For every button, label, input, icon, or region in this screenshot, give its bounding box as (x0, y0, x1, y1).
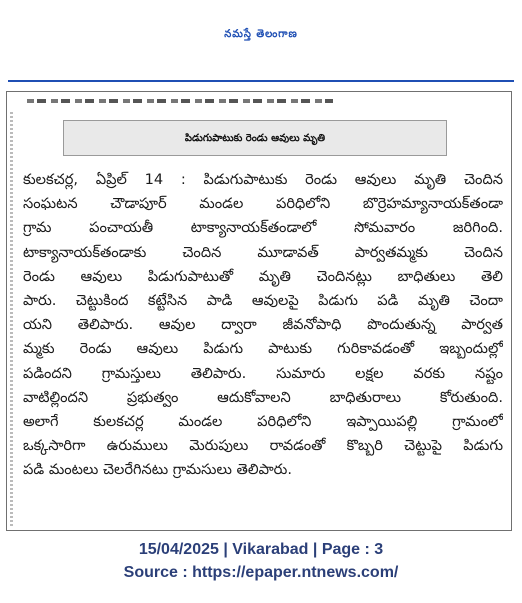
article-line: అలాగే కులకచర్ల మండల పరిధిలోని ఇప్పాయిపల్లి గ్రామంలో (23, 412, 503, 430)
article-line: సంఘటన చౌడాపూర్ మండల పరిధిలోని బొర్రెహమ్యానాయక్‌తండా (23, 195, 503, 213)
cut-off-text-fragment (27, 96, 333, 107)
masthead (0, 0, 522, 82)
article-line: యని తెలిపారు. ఆవుల ద్వారా జీవనోపాధి పొందుతున్న పార్వత (23, 316, 503, 334)
news-clipping (6, 91, 512, 531)
article-line: గ్రామ పంచాయతీ టాక్యానాయక్‌తండాలో సోమవారం జరిగింది. (23, 219, 503, 237)
column-divider (10, 112, 13, 527)
article-headline: పిడుగుపాటుకు రెండు ఆవులు మృతి (184, 133, 326, 144)
article-line: వాటిల్లిందని ప్రభుత్వం ఆదుకోవాలని బాధితురాలు కోరుతుంది. (23, 388, 503, 406)
article-body (23, 168, 503, 482)
article-line: పడి మంటలు చెలరేగినటు గ్రామసులు తెలిపారు. (23, 461, 292, 479)
newspaper-logo: నమస్తే తెలంగాణ (224, 28, 298, 41)
source-link[interactable]: Source : https://epaper.ntnews.com/ (123, 564, 399, 581)
headline-box (63, 120, 447, 156)
edition-info: 15/04/2025 | Vikarabad | Page : 3 (138, 541, 384, 558)
article-line: రెండు ఆవులు పిడుగుపాటుతో మృతి చెందినట్లు బాధితులు తెలి (23, 267, 503, 285)
article-line: పారు. చెట్టుకింద కట్టేసిన పాడి ఆవులపై పిడుగు పడి మృతి చెందా (23, 291, 503, 309)
article-line: కులకచర్ల, ఏప్రిల్ 14 : పిడుగుపాటుకు రెండు ఆవులు మృతి చెందిన (23, 171, 503, 188)
article-line: పడిందని గ్రామస్తులు తెలిపారు. సుమారు లక్షల వరకు నష్టం (23, 364, 503, 382)
article-line: ఒక్కసారిగా ఉరుములు మెరుపులు రావడంతో కొబ్బరి చెట్టుపై పిడుగు (23, 437, 503, 455)
masthead-divider (8, 80, 514, 82)
article-line: మ్మకు రెండు ఆవులు పిడుగు పాటుకు గురికావడంతో ఇబ్బందుల్లో (23, 340, 503, 358)
article-line: టాక్యానాయక్‌తండాకు చెందిన మూడావత్ పార్వతమ్మకు చెందిన (23, 243, 503, 261)
